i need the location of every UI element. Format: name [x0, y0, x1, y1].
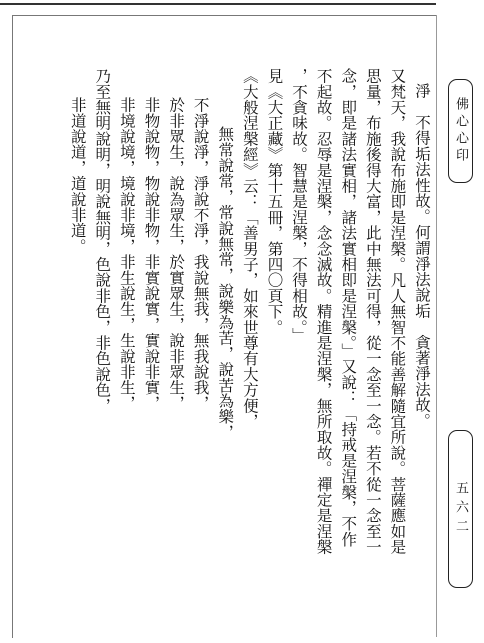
text-column: 又梵天，我說布施即是涅槃。凡人無智不能善解隨宜所說。菩薩應如是 [388, 68, 407, 555]
verse-line: 不淨說淨，淨說不淨，我說無我，無我說我， [191, 97, 210, 411]
text-column: ，不貪味故。智慧是涅槃，不得相故。」 [290, 68, 309, 343]
verse-line: 非境說境，境說非境，非生說生，生說非生， [117, 97, 136, 411]
margin-rule [436, 15, 437, 637]
citation-line: 見《大正藏》第十五冊，第四〇頁下。 [265, 68, 284, 335]
verse-line: 非物說物，物說非物，非實說實，實說非實， [142, 97, 161, 411]
header-rule [0, 3, 436, 5]
page-number-tab: 五六二 [448, 430, 473, 588]
text-column: 念，即是諸法實相，諸法實相即是涅槃。」又說：「持戒是涅槃，不作 [339, 68, 358, 547]
text-column: 淨 不得垢法性故。何謂淨法說垢 貪著淨法故。 [413, 83, 431, 429]
text-column: 不起故。忍辱是涅槃，念念滅故。精進是涅槃，無所取故。禪定是涅槃 [314, 68, 333, 555]
verse-line: 無常說常，常說無常，說樂為苦，說苦為樂， [216, 126, 235, 440]
book-title-tab: 佛心心印 [448, 79, 473, 183]
verse-line: 於非眾生，說為眾生，於實眾生，說非眾生， [167, 97, 186, 411]
verse-line: 乃至無明說明，明說無明，色說非色，非色說色， [93, 68, 112, 414]
sutra-quote-intro: 《大般涅槃經》云：「善男子，如來世尊有大方便， [240, 68, 259, 430]
body-text [36, 68, 434, 636]
text-column: 思量，布施後得大富，此中無法可得，從一念至一念。若不從一念至一 [363, 68, 382, 555]
verse-line: 非道說道，道說非道。 [68, 97, 87, 254]
